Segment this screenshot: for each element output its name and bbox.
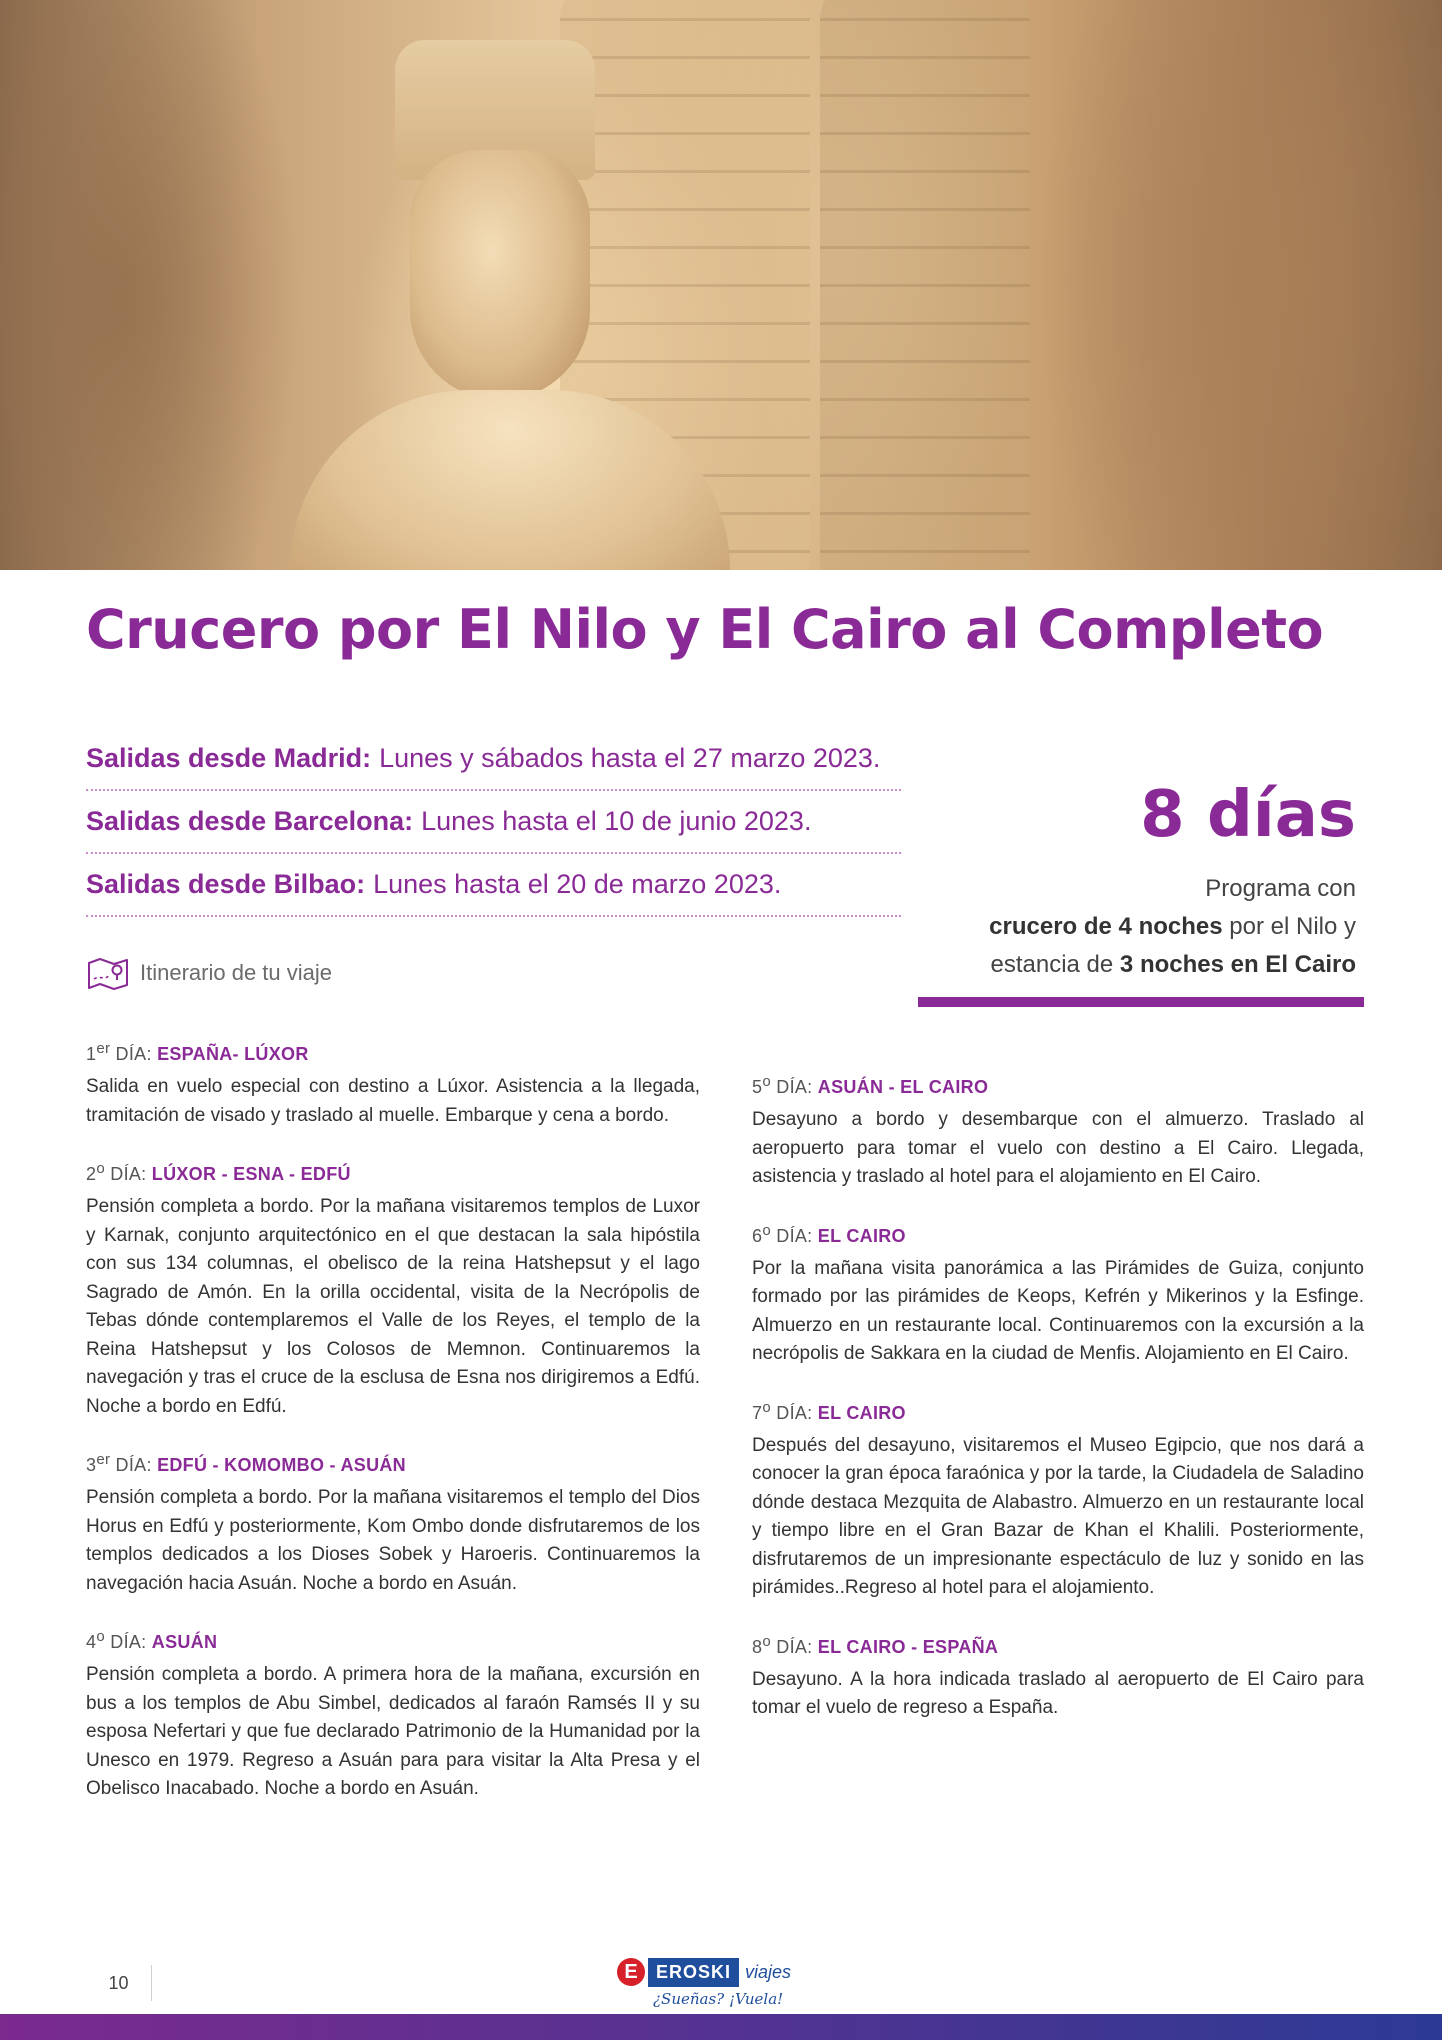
- trip-duration: 8 días: [1140, 778, 1356, 852]
- itinerary-day: [86, 1160, 700, 1421]
- day-ordinal: o: [762, 1632, 771, 1650]
- departure-value: Lunes hasta el 10 de junio 2023.: [421, 806, 812, 836]
- itinerary-day: [752, 1222, 1364, 1369]
- day-number: 2: [86, 1164, 97, 1184]
- itinerary-day: [86, 1628, 700, 1804]
- day-prefix: DÍA:: [110, 1044, 158, 1064]
- itinerary-day: [752, 1633, 1364, 1723]
- day-place: EL CAIRO: [817, 1225, 906, 1246]
- day-prefix: DÍA:: [770, 1077, 818, 1097]
- departure-value: Lunes y sábados hasta el 27 marzo 2023.: [379, 743, 881, 773]
- day-ordinal: er: [96, 1040, 111, 1057]
- temple-column: [820, 0, 1030, 570]
- program-summary: [856, 870, 1356, 984]
- day-description: Por la mañana visita panorámica a las Pirámides de Guiza, conjunto formado por las pirámides de Keops, Kefrén y Mikerinos y la Esfinge. Almuerzo en un restaurante local. Continuaremos con la excursión a la necrópolis de Sakkara en la ciudad de Menfis. Alojamiento en El Cairo.: [752, 1257, 1364, 1364]
- day-description: Pensión completa a bordo. Por la mañana visitaremos templos de Luxor y Karnak, conjunto arquitectónico en el que destacan la sala hipóstila con sus 134 columnas, el obelisco de la reina Hatshepsut y el lago Sagrado de Amón. En la orilla occidental, visita de la Necrópolis de Tebas dónde contemplaremos el Valle de los Reyes, el templo de la Reina Hatshepsut y los Colosos de Memnon. Continuaremos la navegación y tras el cruce de la esclusa de Esna nos dirigiremos a Edfú. Noche a bordo en Edfú.: [86, 1196, 700, 1417]
- day-heading: [752, 1222, 1364, 1247]
- day-number: 3: [86, 1455, 97, 1475]
- day-place: LÚXOR - ESNA - EDFÚ: [151, 1164, 351, 1184]
- day-ordinal: o: [762, 1398, 771, 1416]
- itinerary-day: [86, 1040, 700, 1130]
- itinerary-day: [752, 1399, 1364, 1603]
- day-prefix: DÍA:: [110, 1455, 158, 1475]
- day-number: 5: [752, 1077, 763, 1097]
- day-ordinal: o: [96, 1160, 105, 1177]
- day-description: Después del desayuno, visitaremos el Museo Egipcio, que nos dará a conocer la gran época faraónica y por la tarde, la Ciudadela de Saladino dónde destaca Mezquita de Alabastro. Almuerzo en un restaurante local y tiempo libre en el Gran Bazar de Khan el Khalili. Posteriormente, disfrutaremos de un impresionante espectáculo de luz y sonido en las pirámides..Regreso al hotel para el alojamiento.: [752, 1434, 1364, 1598]
- footer-bar: [0, 2014, 1442, 2040]
- day-ordinal: o: [762, 1073, 771, 1090]
- day-place: EL CAIRO - ESPAÑA: [817, 1636, 999, 1657]
- itinerary-column-right: [752, 1073, 1364, 1753]
- day-prefix: DÍA:: [770, 1225, 818, 1246]
- logo-slogan: ¿Sueñas? ¡Vuela!: [653, 1990, 784, 2008]
- program-bold: crucero de 4 noches: [989, 913, 1223, 940]
- program-line: [856, 946, 1356, 984]
- itinerary-label: Itinerario de tu viaje: [140, 960, 332, 985]
- day-description: Desayuno a bordo y desembarque con el almuerzo. Traslado al aeropuerto para tomar el vuelo con destino a El Cairo. Llegada, asistencia y traslado al hotel para el alojamiento en El Cairo.: [752, 1109, 1364, 1187]
- day-number: 4: [86, 1632, 97, 1652]
- day-heading: [86, 1451, 700, 1476]
- day-place: EL CAIRO: [817, 1402, 906, 1423]
- day-prefix: DÍA:: [770, 1402, 818, 1423]
- logo-wordmark: [617, 1956, 827, 1988]
- day-place: EDFÚ - KOMOMBO - ASUÁN: [157, 1455, 406, 1475]
- day-number: 6: [752, 1225, 763, 1246]
- page-title: Crucero por El Nilo y El Cairo al Completo: [86, 598, 1324, 661]
- logo-word: EROSKI: [648, 1958, 739, 1987]
- departure-label: Salidas desde Bilbao:: [86, 869, 366, 899]
- day-heading: [86, 1040, 700, 1065]
- day-prefix: DÍA:: [104, 1164, 152, 1184]
- departure-bilbao: [86, 854, 901, 917]
- program-bold: 3 noches en El Cairo: [1119, 951, 1356, 978]
- day-heading: [86, 1628, 700, 1653]
- eroski-viajes-logo: [617, 1956, 827, 2012]
- day-place: ASUÁN - EL CAIRO: [817, 1077, 989, 1097]
- day-description: Desayuno. A la hora indicada traslado al aeropuerto de El Cairo para tomar el vuelo de regreso a España.: [752, 1668, 1364, 1718]
- day-place: ASUÁN: [151, 1632, 218, 1652]
- page-number: 10: [86, 1965, 152, 2001]
- day-number: 1: [86, 1044, 97, 1064]
- day-description: Salida en vuelo especial con destino a Lúxor. Asistencia a la llegada, tramitación de visado y traslado al muelle. Embarque y cena a bordo.: [86, 1076, 700, 1126]
- departure-barcelona: [86, 791, 901, 854]
- day-prefix: DÍA:: [104, 1632, 152, 1652]
- departure-label: Salidas desde Madrid:: [86, 743, 372, 773]
- itinerary-heading: [86, 955, 332, 991]
- day-heading: [752, 1633, 1364, 1658]
- program-text: por el Nilo y: [1222, 913, 1356, 940]
- day-description: Pensión completa a bordo. Por la mañana visitaremos el templo del Dios Horus en Edfú y posteriormente, Kom Ombo donde disfrutaremos de los templos dedicados a los Dioses Sobek y Haroeris. Continuaremos la navegación hacia Asuán. Noche a bordo en Asuán.: [86, 1487, 700, 1594]
- departure-madrid: [86, 728, 901, 791]
- program-line: Programa con: [1205, 875, 1356, 902]
- day-ordinal: o: [762, 1221, 771, 1239]
- day-description: Pensión completa a bordo. A primera hora de la mañana, excursión en bus a los templos de Abu Simbel, dedicados al faraón Ramsés II y su esposa Nefertari y que fue declarado Patrimonio de la Humanidad por la Unesco en 1979. Regreso a Asuán para para visitar la Alta Presa y el Obelisco Inacabado. Noche a bordo en Asuán.: [86, 1664, 700, 1799]
- day-prefix: DÍA:: [770, 1636, 818, 1657]
- logo-sub: viajes: [745, 1961, 792, 1982]
- day-number: 7: [752, 1402, 763, 1423]
- itinerary-column-left: [86, 1040, 700, 1834]
- departure-value: Lunes hasta el 20 de marzo 2023.: [373, 869, 782, 899]
- day-heading: [86, 1160, 700, 1185]
- statue-head: [410, 150, 590, 400]
- program-underline: [918, 997, 1364, 1007]
- day-heading: [752, 1073, 1364, 1098]
- departure-label: Salidas desde Barcelona:: [86, 806, 414, 836]
- hero-photo: [0, 0, 1442, 570]
- itinerary-day: [752, 1073, 1364, 1192]
- day-heading: [752, 1399, 1364, 1424]
- day-place: ESPAÑA- LÚXOR: [157, 1044, 309, 1064]
- departures-list: [86, 728, 901, 917]
- map-icon: [86, 955, 130, 991]
- day-number: 8: [752, 1636, 763, 1657]
- day-ordinal: er: [96, 1451, 111, 1468]
- logo-mark: E: [617, 1958, 645, 1986]
- itinerary-day: [86, 1451, 700, 1598]
- program-text: estancia de: [990, 951, 1120, 978]
- day-ordinal: o: [96, 1628, 105, 1645]
- program-line: [856, 908, 1356, 946]
